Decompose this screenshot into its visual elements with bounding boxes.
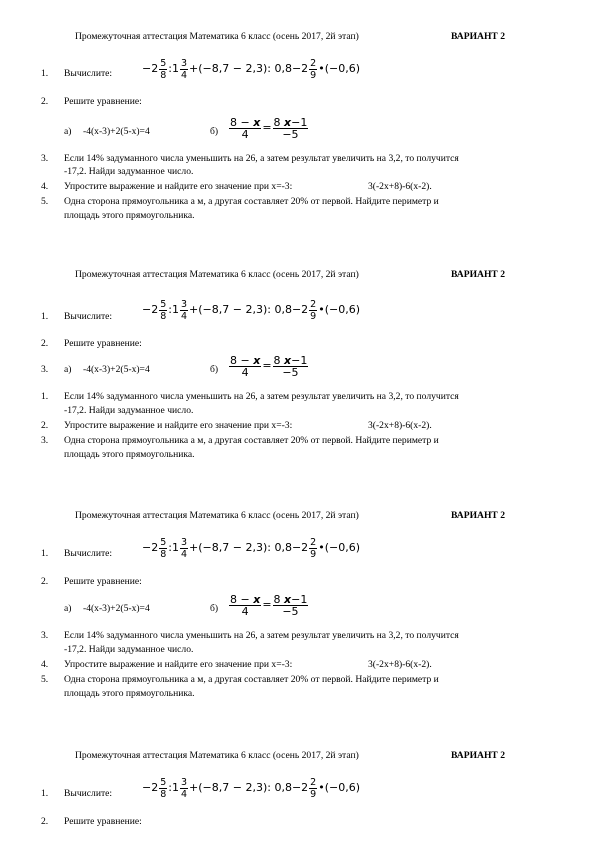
problem-4-expression: 3(-2х+8)-6(х-2). xyxy=(368,181,432,192)
fraction: $\frac{3}{4}$ xyxy=(180,298,188,322)
solve-label: Решите уравнение: xyxy=(64,576,142,587)
variant-label: ВАРИАНТ 2 xyxy=(451,269,506,280)
solve-label: Решите уравнение: xyxy=(64,338,142,349)
part-a-label: а) xyxy=(64,364,72,375)
expr-part: :1 xyxy=(168,303,179,316)
expr-part: +(−8,7 − 2,3): 0,8−2 xyxy=(189,781,309,794)
expr-part: :1 xyxy=(168,541,179,554)
problem-4: Упростите выражение и найдите его значение при х=-3: xyxy=(64,659,293,670)
problem-5-cont: площадь этого прямоугольника. xyxy=(64,210,195,221)
expr-part: •(−0,6) xyxy=(318,303,361,316)
fraction: $\frac{5}{8}$ xyxy=(160,536,167,560)
header-title: Промежуточная аттестация Математика 6 класс (осень 2017, 2й этап) xyxy=(75,269,359,280)
solve-label: Решите уравнение: xyxy=(64,816,142,827)
arithmetic-expression xyxy=(142,531,360,565)
expr-part: −2 xyxy=(142,781,159,794)
item-number: 4. xyxy=(41,659,49,670)
item-number: 1. xyxy=(41,548,49,559)
arithmetic-expression xyxy=(142,293,360,327)
problem-4-expression: 3(-2х+8)-6(х-2). xyxy=(368,659,432,670)
expr-part: +(−8,7 − 2,3): 0,8−2 xyxy=(189,303,309,316)
fraction-right: $\frac{8 x-1}{-5}$ xyxy=(273,115,308,141)
header-title: Промежуточная аттестация Математика 6 класс (осень 2017, 2й этап) xyxy=(75,510,359,521)
fraction: $\frac{2}{9}$ xyxy=(310,57,317,81)
problem-4: Упростите выражение и найдите его значение при х=-3: xyxy=(64,181,293,192)
part-b-label: б) xyxy=(210,126,219,137)
item-number: 4. xyxy=(41,181,49,192)
equals-sign: = xyxy=(262,359,272,372)
expr-part: :1 xyxy=(168,62,179,75)
fraction: $\frac{3}{4}$ xyxy=(180,536,188,560)
fraction-left: $\frac{8 - x}{4}$ xyxy=(230,592,261,618)
compute-label: Вычислите: xyxy=(64,788,113,799)
expr-part: :1 xyxy=(168,781,179,794)
item-number: 2. xyxy=(41,96,49,107)
problem-3: Если 14% задуманного числа уменьшить на 26, а затем результат увеличить на 3,2, то получится xyxy=(64,153,459,164)
fraction: $\frac{5}{8}$ xyxy=(160,776,167,800)
expr-part: •(−0,6) xyxy=(318,62,361,75)
item-number: 3. xyxy=(41,153,49,164)
item-number: 2. xyxy=(41,576,49,587)
fraction: $\frac{3}{4}$ xyxy=(180,57,188,81)
compute-label: Вычислите: xyxy=(64,311,113,322)
expr-part: +(−8,7 − 2,3): 0,8−2 xyxy=(189,541,309,554)
fraction: $\frac{5}{8}$ xyxy=(160,298,167,322)
part-a-label: а) xyxy=(64,126,72,137)
fraction-right: $\frac{8 x-1}{-5}$ xyxy=(273,353,308,379)
part-a-label: а) xyxy=(64,603,72,614)
arithmetic-expression xyxy=(142,771,360,805)
problem-5: Одна сторона прямоугольника а м, а другая составляет 20% от первой. Найдите периметр и xyxy=(64,674,439,685)
equation-a: -4(х-3)+2(5-х)=4 xyxy=(83,364,150,375)
problem-3-cont: -17,2. Найди задуманное число. xyxy=(64,644,194,655)
equation-a: -4(х-3)+2(5-х)=4 xyxy=(83,603,150,614)
expr-part: −2 xyxy=(142,303,159,316)
part-b-label: б) xyxy=(210,364,219,375)
header-title: Промежуточная аттестация Математика 6 класс (осень 2017, 2й этап) xyxy=(75,31,359,42)
variant-label: ВАРИАНТ 2 xyxy=(451,750,506,761)
item-number: 5. xyxy=(41,196,49,207)
problem-3: Если 14% задуманного числа уменьшить на 26, а затем результат увеличить на 3,2, то получится xyxy=(64,391,459,402)
arithmetic-expression xyxy=(142,52,360,86)
variant-label: ВАРИАНТ 2 xyxy=(451,510,506,521)
expr-part: −2 xyxy=(142,62,159,75)
variant-label: ВАРИАНТ 2 xyxy=(451,31,506,42)
item-number: 1. xyxy=(41,788,49,799)
item-number: 1. xyxy=(41,68,49,79)
fraction: $\frac{5}{8}$ xyxy=(160,57,167,81)
item-number: 5. xyxy=(41,674,49,685)
equation-b xyxy=(228,350,309,382)
equals-sign: = xyxy=(262,121,272,134)
compute-label: Вычислите: xyxy=(64,548,113,559)
equation-b xyxy=(228,112,309,144)
item-number: 3. xyxy=(41,435,49,446)
fraction: $\frac{3}{4}$ xyxy=(180,776,188,800)
fraction: $\frac{2}{9}$ xyxy=(310,298,317,322)
solve-label: Решите уравнение: xyxy=(64,96,142,107)
problem-4: Упростите выражение и найдите его значение при х=-3: xyxy=(64,420,293,431)
item-number: 3. xyxy=(41,364,49,375)
problem-3: Если 14% задуманного числа уменьшить на 26, а затем результат увеличить на 3,2, то получится xyxy=(64,630,459,641)
problem-5: Одна сторона прямоугольника а м, а другая составляет 20% от первой. Найдите периметр и xyxy=(64,435,439,446)
equation-a: -4(х-3)+2(5-х)=4 xyxy=(83,126,150,137)
compute-label: Вычислите: xyxy=(64,68,113,79)
fraction-left: $\frac{8 - x}{4}$ xyxy=(230,353,261,379)
item-number: 2. xyxy=(41,338,49,349)
fraction-left: $\frac{8 - x}{4}$ xyxy=(230,115,261,141)
problem-3-cont: -17,2. Найди задуманное число. xyxy=(64,405,194,416)
fraction-right: $\frac{8 x-1}{-5}$ xyxy=(273,592,308,618)
expr-part: +(−8,7 − 2,3): 0,8−2 xyxy=(189,62,309,75)
problem-5-cont: площадь этого прямоугольника. xyxy=(64,449,195,460)
fraction: $\frac{2}{9}$ xyxy=(310,776,317,800)
header-title: Промежуточная аттестация Математика 6 класс (осень 2017, 2й этап) xyxy=(75,750,359,761)
item-number: 3. xyxy=(41,630,49,641)
part-b-label: б) xyxy=(210,603,219,614)
problem-3-cont: -17,2. Найди задуманное число. xyxy=(64,166,194,177)
fraction: $\frac{2}{9}$ xyxy=(310,536,317,560)
problem-4-expression: 3(-2х+8)-6(х-2). xyxy=(368,420,432,431)
item-number: 2. xyxy=(41,420,49,431)
expr-part: •(−0,6) xyxy=(318,541,361,554)
item-number: 1. xyxy=(41,311,49,322)
item-number: 2. xyxy=(41,816,49,827)
problem-5-cont: площадь этого прямоугольника. xyxy=(64,688,195,699)
item-number: 1. xyxy=(41,391,49,402)
expr-part: −2 xyxy=(142,541,159,554)
equation-b xyxy=(228,589,309,621)
problem-5: Одна сторона прямоугольника а м, а другая составляет 20% от первой. Найдите периметр и xyxy=(64,196,439,207)
expr-part: •(−0,6) xyxy=(318,781,361,794)
equals-sign: = xyxy=(262,598,272,611)
